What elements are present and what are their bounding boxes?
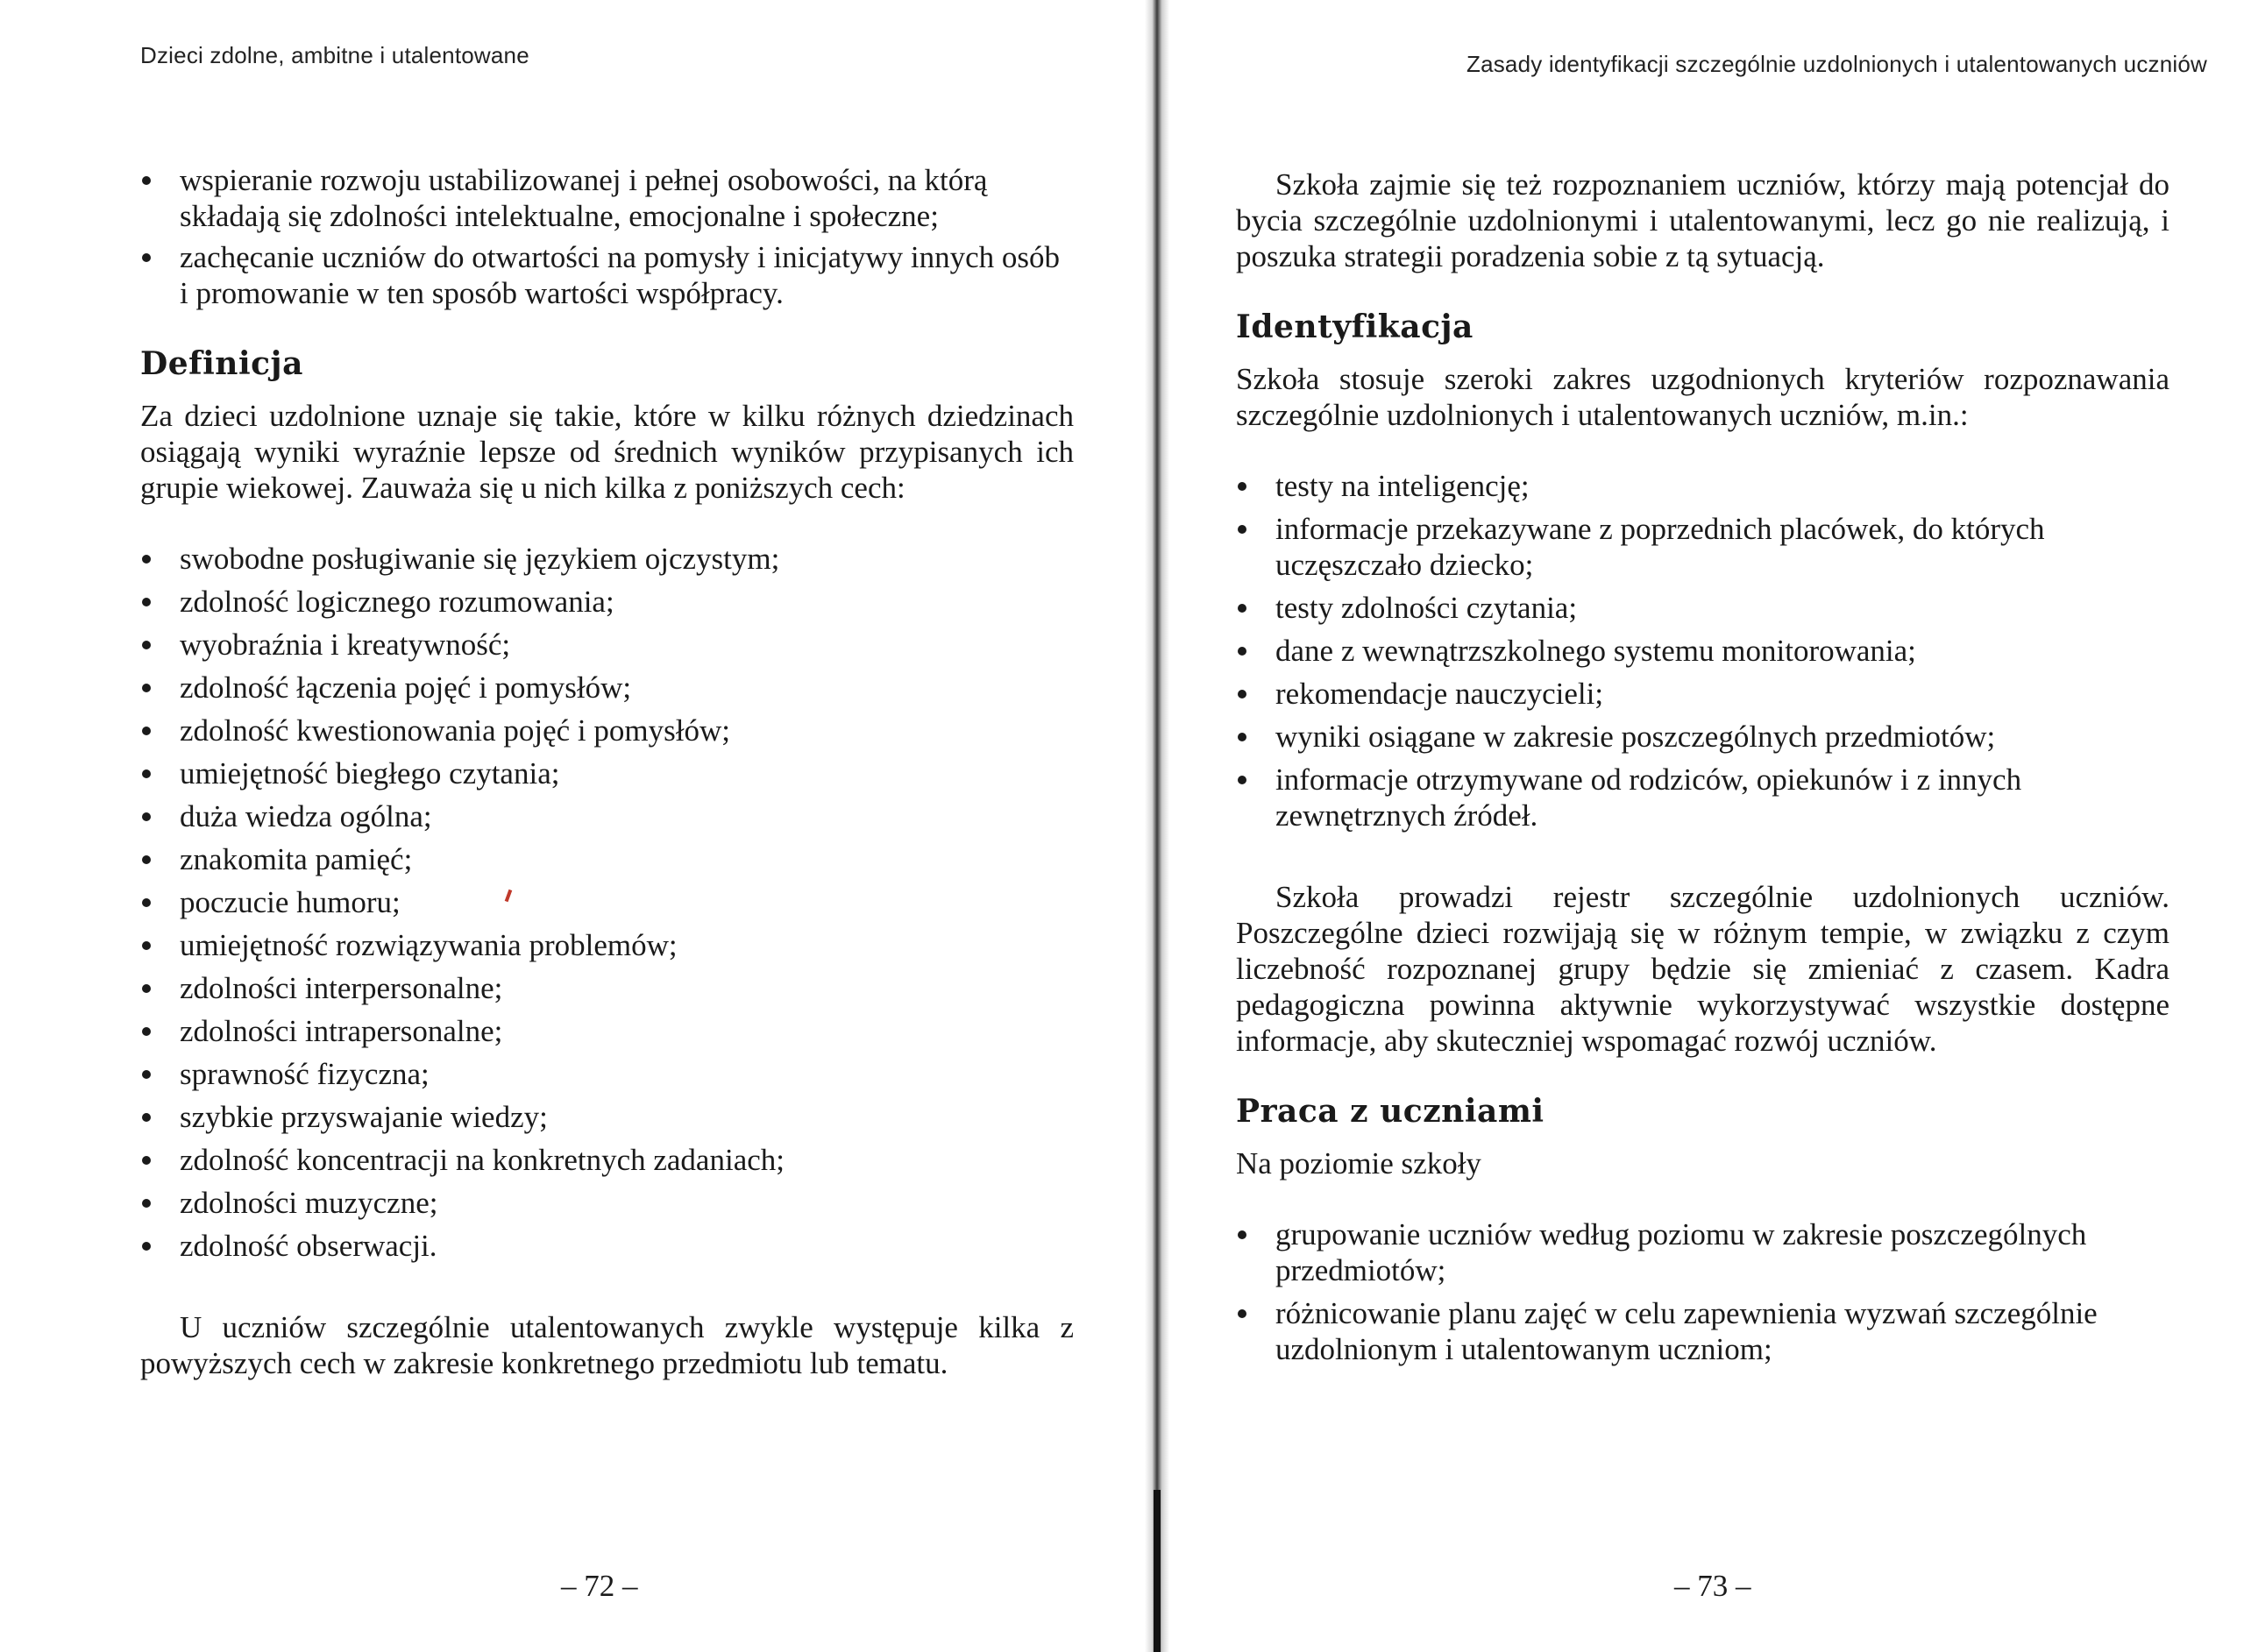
list-item: różnicowanie planu zajęć w celu zapewnienia wyzwań szczególnie uzdolnionym i utalentowanym uczniom; <box>1236 1295 2169 1367</box>
list-item: sprawność fizyczna; <box>140 1056 1074 1092</box>
right-page <box>1157 0 2244 1652</box>
list-item: swobodne posługiwanie się językiem ojczystym; <box>140 541 1074 577</box>
list-item: informacje przekazywane z poprzednich placówek, do których uczęszczało dziecko; <box>1236 511 2169 583</box>
list-item: wspieranie rozwoju ustabilizowanej i pełnej osobowości, na którą składają się zdolności intelektualne, emocjonalne i społeczne; <box>140 162 1074 234</box>
list-item: informacje otrzymywane od rodziców, opiekunów i z innych zewnętrznych źródeł. <box>1236 762 2169 833</box>
list-item: duża wiedza ogólna; <box>140 798 1074 834</box>
list-item: wyniki osiągane w zakresie poszczególnych przedmiotów; <box>1236 719 2169 755</box>
list-item: poczucie humoru; <box>140 884 1074 920</box>
top-bullet-list <box>140 162 1074 311</box>
definition-paragraph: Za dzieci uzdolnione uznaje się takie, które w kilku różnych dziedzinach osiągają wyniki wyraźnie lepsze od średnich wyników przypisanych ich grupie wiekowej. Zauważa się u nich kilka z poniższych cech: <box>140 399 1074 505</box>
subheading-school-level: Na poziomie szkoły <box>1236 1146 1481 1181</box>
list-item: zdolność kwestionowania pojęć i pomysłów; <box>140 713 1074 748</box>
list-item: grupowanie uczniów według poziomu w zakresie poszczególnych przedmiotów; <box>1236 1216 2169 1288</box>
list-item: zdolność logicznego rozumowania; <box>140 584 1074 620</box>
right-page-content <box>1236 167 2169 1367</box>
list-item: testy na inteligencję; <box>1236 468 2169 504</box>
list-item: rekomendacje nauczycieli; <box>1236 676 2169 712</box>
page-number-left: – 72 – <box>561 1569 638 1603</box>
intro-paragraph: Szkoła zajmie się też rozpoznaniem uczniów, którzy mają potencjał do bycia szczególnie uzdolnionymi i utalentowanymi, lecz go nie realizują, i poszuka strategii poradzenia sobie z tą sytuacją. <box>1236 167 2169 273</box>
list-item: umiejętność biegłego czytania; <box>140 755 1074 791</box>
list-item: zdolności intrapersonalne; <box>140 1013 1074 1049</box>
criteria-list <box>1236 468 2169 833</box>
list-item: zdolność łączenia pojęć i pomysłów; <box>140 670 1074 705</box>
list-item: znakomita pamięć; <box>140 841 1074 877</box>
list-item: umiejętność rozwiązywania problemów; <box>140 927 1074 963</box>
list-item: wyobraźnia i kreatywność; <box>140 627 1074 663</box>
closing-paragraph: U uczniów szczególnie utalentowanych zwykle występuje kilka z powyższych cech w zakresie konkretnego przedmiotu lub tematu. <box>140 1310 1074 1380</box>
register-paragraph: Szkoła prowadzi rejestr szczególnie uzdolnionych uczniów. Poszczególne dzieci rozwijają się w różnym tempie, w związku z czym liczebność rozpoznanej grupy będzie się zmieniać z czasem. Kadra pedagogiczna powinna aktywnie wykorzystywać wszystkie dostępne informacje, aby skuteczniej wspomagać rozwój uczniów. <box>1236 880 2169 1058</box>
section-heading-definicja: Definicja <box>140 345 303 382</box>
list-item: dane z wewnątrzszkolnego systemu monitorowania; <box>1236 633 2169 669</box>
page-number-right: – 73 – <box>1674 1569 1751 1603</box>
school-bullet-list <box>1236 1216 2169 1367</box>
identification-paragraph: Szkoła stosuje szeroki zakres uzgodnionych kryteriów rozpoznawania szczególnie uzdolnionych i utalentowanych uczniów, m.in.: <box>1236 362 2169 432</box>
running-head-right: Zasady identyfikacji szczególnie uzdolnionych i utalentowanych uczniów <box>1466 51 2207 77</box>
list-item: zdolność koncentracji na konkretnych zadaniach; <box>140 1142 1074 1178</box>
section-heading-praca: Praca z uczniami <box>1236 1093 1545 1130</box>
left-page-content <box>140 162 1074 1381</box>
list-item: zdolności interpersonalne; <box>140 970 1074 1006</box>
list-item: zdolność obserwacji. <box>140 1228 1074 1264</box>
list-item: zdolności muzyczne; <box>140 1185 1074 1221</box>
list-item: szybkie przyswajanie wiedzy; <box>140 1099 1074 1135</box>
list-item: testy zdolności czytania; <box>1236 590 2169 626</box>
list-item: zachęcanie uczniów do otwartości na pomysły i inicjatywy innych osób i promowanie w ten sposób wartości współpracy. <box>140 239 1074 311</box>
section-heading-identyfikacja: Identyfikacja <box>1236 308 1474 345</box>
traits-list <box>140 541 1074 1264</box>
running-head-left: Dzieci zdolne, ambitne i utalentowane <box>140 42 529 68</box>
